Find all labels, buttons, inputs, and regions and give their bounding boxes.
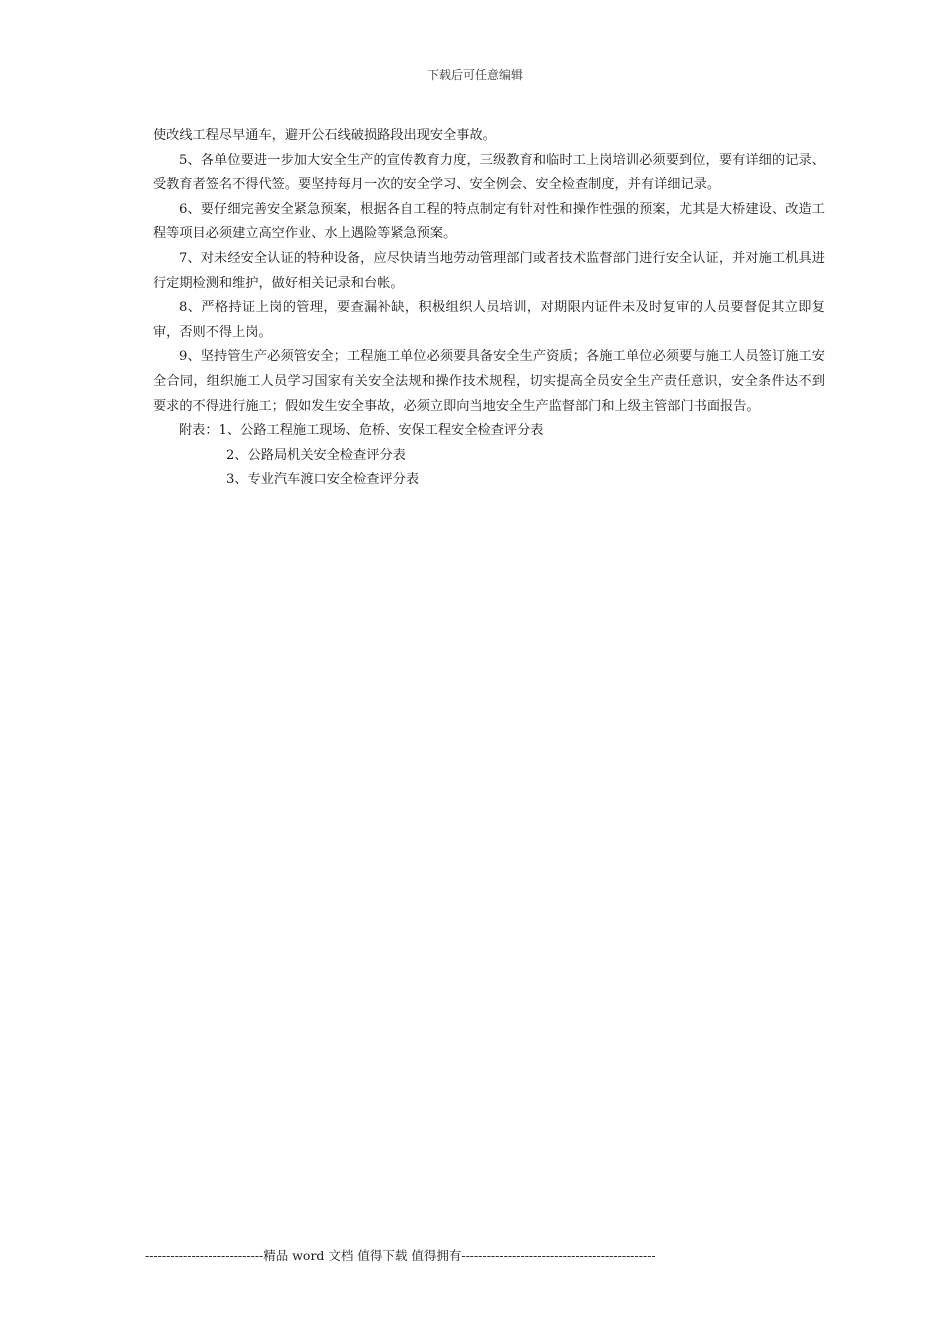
paragraph-item-8: 8、严格持证上岗的管理，要查漏补缺，积极组织人员培训，对期限内证件未及时复审的人员要督促其立即复审，否则不得上岗。: [153, 300, 825, 340]
paragraph-item-9: 9、坚持管生产必须管安全；工程施工单位必须要具备安全生产资质；各施工单位必须要与施工人员签订施工安全合同，组织施工人员学习国家有关安全法规和操作技术规程，切实提高全员安全生产责任意识，安全条件达不到要求的不得进行施工；假如发生安全事故，必须立即向当地安全生产监督部门和上级主管部门书面报告。: [153, 349, 825, 414]
paragraph-item-6: 6、要仔细完善安全紧急预案，根据各自工程的特点制定有针对性和操作性强的预案，尤其是大桥建设、改造工程等项目必须建立高空作业、水上遇险等紧急预案。: [153, 201, 825, 242]
document-body: [153, 124, 825, 493]
appendix-item-2: 2、公路局机关安全检查评分表: [226, 447, 406, 463]
page-footer: ----------------------------精品 word 文档 值得下载 值得拥有----------------------------------------------: [145, 1248, 656, 1263]
appendix-item-1: 附表：1、公路工程施工现场、危桥、安保工程安全检查评分表: [179, 423, 544, 439]
paragraph-item-7: 7、对未经安全认证的特种设备，应尽快请当地劳动管理部门或者技术监督部门进行安全认证，并对施工机具进行定期检测和维护，做好相关记录和台帐。: [153, 250, 825, 291]
page-header: 下载后可任意编辑: [426, 68, 523, 82]
paragraph-item-5: 5、各单位要进一步加大安全生产的宣传教育力度，三级教育和临时工上岗培训必须要到位，要有详细的记录、受教育者签名不得代签。要坚持每月一次的安全学习、安全例会、安全检查制度，并有详细记录。: [153, 152, 825, 193]
paragraph-continuation: 使改线工程尽早通车，避开公石线破损路段出现安全事故。: [153, 128, 496, 143]
appendix-item-3: 3、专业汽车渡口安全检查评分表: [226, 472, 420, 488]
